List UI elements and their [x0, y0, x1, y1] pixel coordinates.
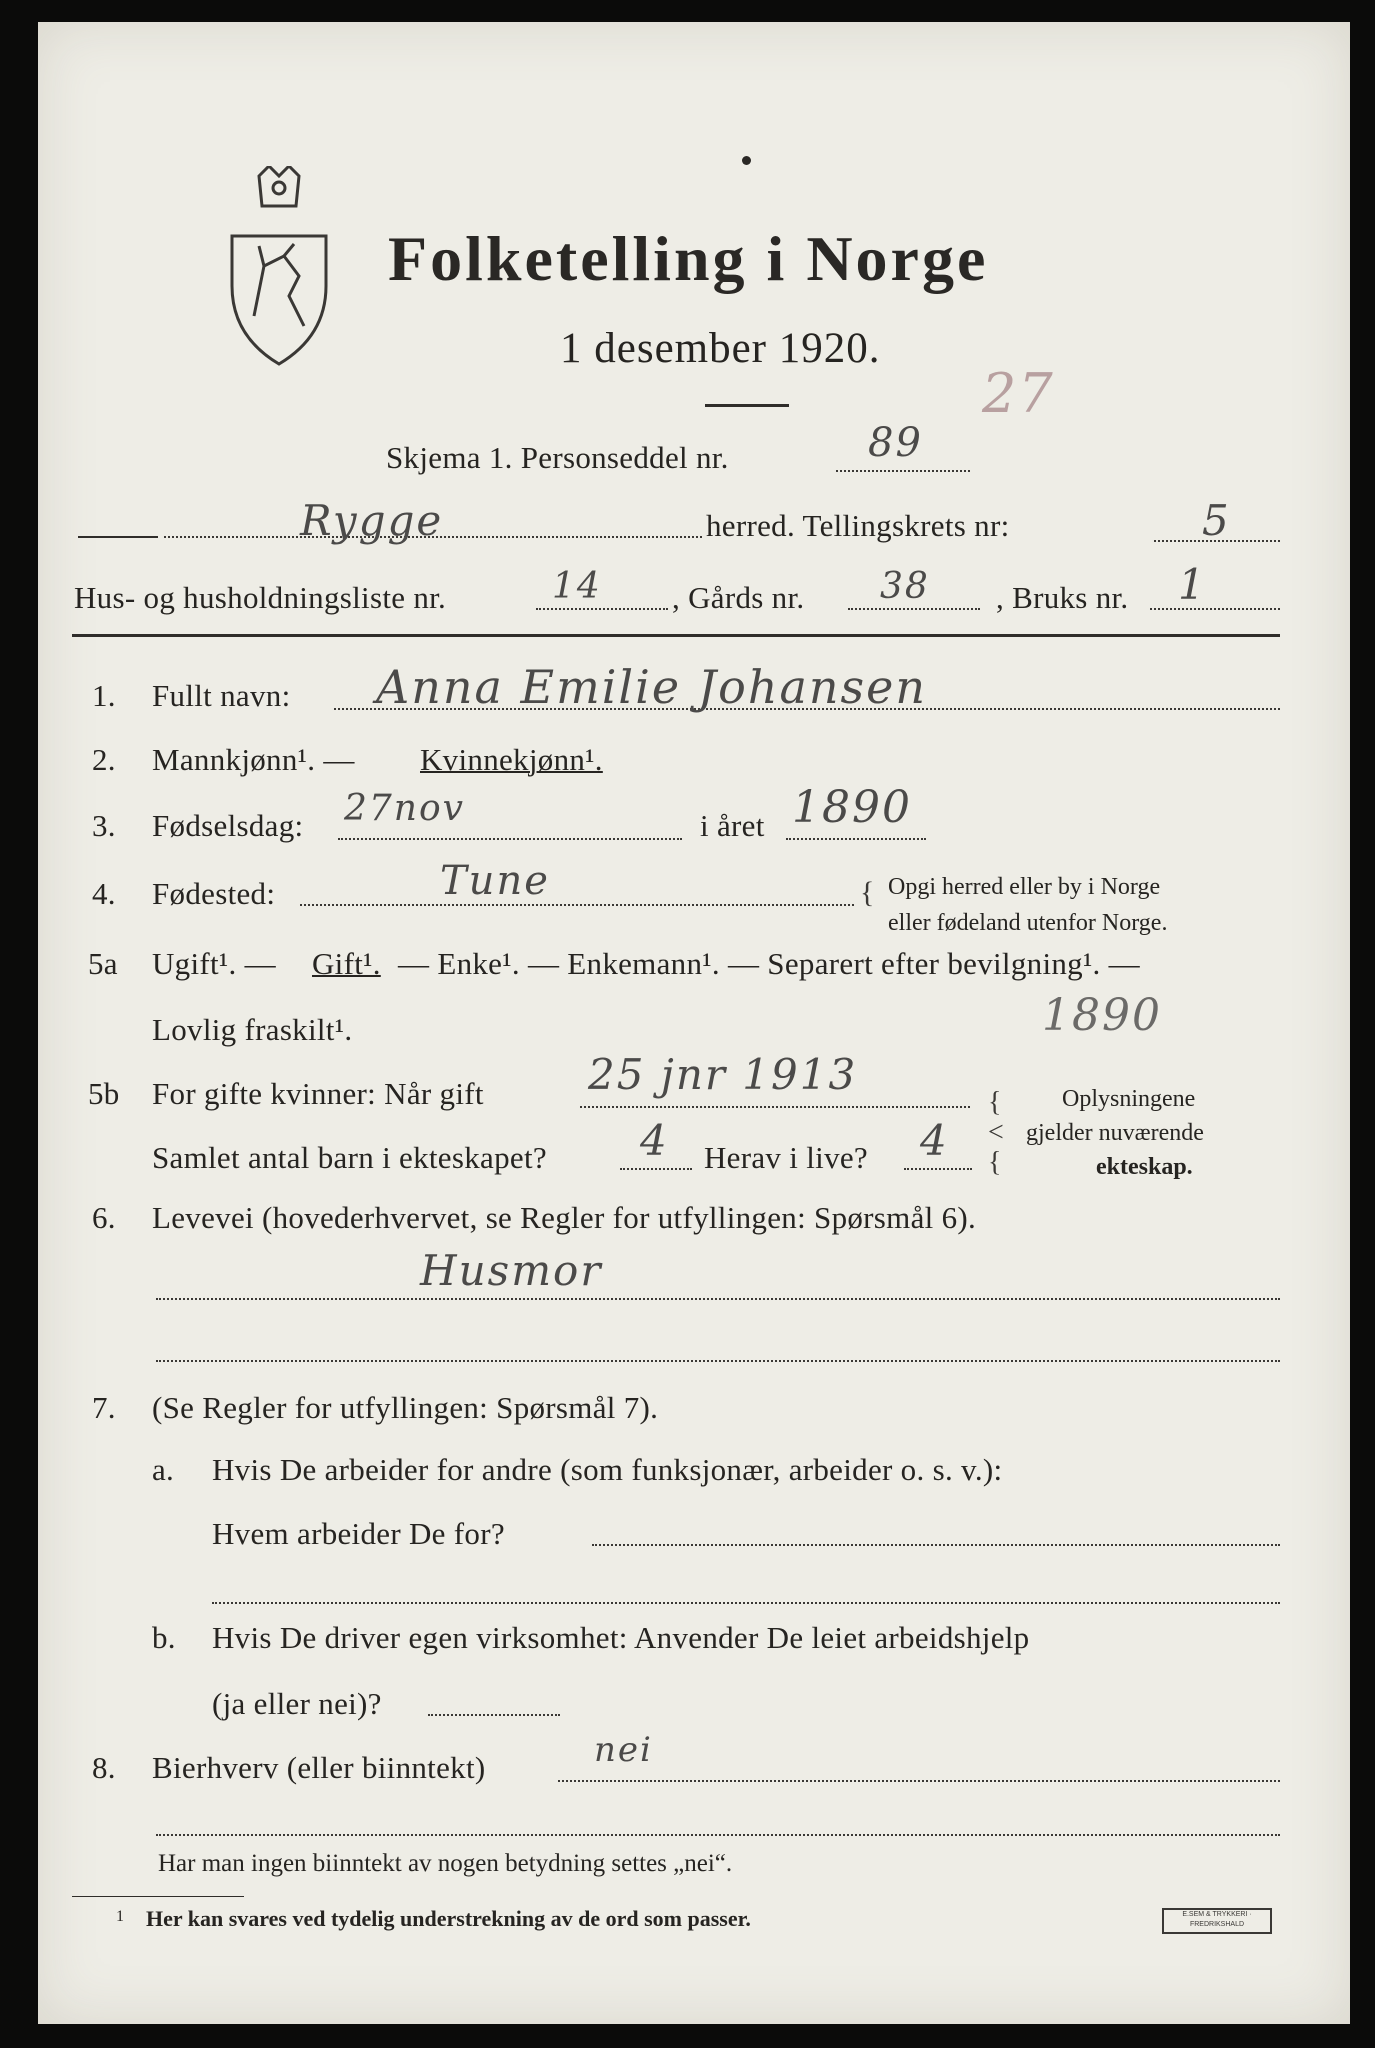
- occupation-value: Husmor: [420, 1246, 603, 1295]
- children-field-line: [620, 1168, 692, 1170]
- question-1-label: Fullt navn:: [152, 678, 291, 713]
- personseddel-field-line: [836, 470, 970, 472]
- ink-dot: [742, 156, 751, 165]
- page-title: Folketelling i Norge: [388, 223, 989, 294]
- occupation-field-line-1: [156, 1298, 1280, 1300]
- question-5a-number: 5a: [88, 946, 118, 981]
- side-income-field-line-2: [156, 1834, 1280, 1836]
- header-divider: [72, 634, 1280, 637]
- alive-label: Herav i live?: [704, 1140, 868, 1175]
- tellingskrets-number: 5: [1202, 496, 1231, 545]
- married-date-field-line: [580, 1106, 970, 1108]
- footnote-divider: [72, 1896, 244, 1897]
- married-date-value: 25 jnr 1913: [588, 1050, 858, 1099]
- printer-stamp: E.SEM & TRYKKERI · FREDRIKSHALD: [1162, 1908, 1272, 1934]
- footnote-mark: 1: [116, 1908, 124, 1925]
- question-8-number: 8.: [92, 1750, 116, 1785]
- gards-number: 38: [880, 566, 930, 607]
- hired-help-field-line: [428, 1714, 560, 1716]
- question-3-label: Fødselsdag:: [152, 808, 304, 843]
- gards-field-line: [848, 608, 980, 610]
- question-6-number: 6.: [92, 1200, 116, 1235]
- question-5b-label: For gifte kvinner: Når gift: [152, 1076, 484, 1111]
- birth-year-value: 1890: [792, 782, 912, 833]
- birth-year-field-line: [786, 838, 926, 840]
- margin-year-note: 1890: [1042, 990, 1162, 1041]
- hus-field-line: [536, 608, 668, 610]
- question-4-number: 4.: [92, 876, 116, 911]
- bruks-field-line: [1150, 608, 1280, 610]
- personseddel-number: 89: [868, 420, 923, 466]
- employer-field-line-2: [212, 1602, 1280, 1604]
- question-7a-letter: a.: [152, 1452, 175, 1487]
- coat-of-arms-icon: [224, 166, 334, 366]
- brace-mark: {: [860, 876, 875, 909]
- gards-label: , Gårds nr.: [672, 580, 805, 615]
- question-2-number: 2.: [92, 742, 116, 777]
- children-count: 4: [640, 1116, 669, 1165]
- marriage-note-1: Oplysningene: [1062, 1086, 1196, 1112]
- question-6-label: Levevei (hovederhvervet, se Regler for utfyllingen: Spørsmål 6).: [152, 1200, 977, 1235]
- question-7b-yes-no-label: (ja eller nei)?: [212, 1686, 382, 1721]
- full-name-value: Anna Emilie Johansen: [376, 660, 927, 714]
- hus-number: 14: [552, 566, 602, 607]
- birthplace-field-line: [300, 904, 854, 906]
- marriage-note-3: ekteskap.: [1096, 1154, 1193, 1180]
- birthplace-note-1: Opgi herred eller by i Norge: [888, 874, 1161, 900]
- herred-label: herred. Tellingskrets nr:: [706, 508, 1010, 543]
- footer-note: Har man ingen biinntekt av nogen betydning settes „nei“.: [158, 1850, 733, 1877]
- status-divorced: Lovlig fraskilt¹.: [152, 1012, 353, 1047]
- question-7b-letter: b.: [152, 1620, 176, 1655]
- footnote-text: Her kan svares ved tydelig understrekning av de ord som passer.: [146, 1906, 751, 1931]
- bruks-label: , Bruks nr.: [996, 580, 1129, 615]
- birthday-field-line: [338, 838, 682, 840]
- question-2-male: Mannkjønn¹. —: [152, 742, 355, 777]
- question-7a-employer-label: Hvem arbeider De for?: [212, 1516, 505, 1551]
- bruks-number: 1: [1178, 560, 1207, 609]
- question-2-female-underlined: Kvinnekjønn¹.: [420, 742, 603, 777]
- status-unmarried: Ugift¹. —: [152, 946, 276, 981]
- brace-mark: { < {: [988, 1087, 1004, 1178]
- birthplace-value: Tune: [440, 858, 550, 904]
- question-1-number: 1.: [92, 678, 116, 713]
- hus-label: Hus- og husholdningsliste nr.: [74, 580, 447, 615]
- question-7b-label: Hvis De driver egen virksomhet: Anvender De leiet arbeidshjelp: [212, 1620, 1030, 1655]
- birth-year-label: i året: [700, 808, 765, 843]
- marriage-note-2: gjelder nuværende: [1026, 1120, 1204, 1146]
- question-4-label: Fødested:: [152, 876, 276, 911]
- question-7-number: 7.: [92, 1390, 116, 1425]
- herred-value: Rygge: [300, 496, 444, 545]
- children-label: Samlet antal barn i ekteskapet?: [152, 1140, 547, 1175]
- side-income-value: nei: [594, 1730, 653, 1770]
- birthplace-note-2: eller fødeland utenfor Norge.: [888, 910, 1168, 936]
- question-3-number: 3.: [92, 808, 116, 843]
- question-8-label: Bierhverv (eller biinntekt): [152, 1750, 486, 1785]
- status-other-options: — Enke¹. — Enkemann¹. — Separert efter bevilgning¹. —: [398, 946, 1140, 981]
- alive-count: 4: [920, 1116, 949, 1165]
- question-7-label: (Se Regler for utfyllingen: Spørsmål 7).: [152, 1390, 659, 1425]
- question-7a-label: Hvis De arbeider for andre (som funksjonær, arbeider o. s. v.):: [212, 1452, 1003, 1487]
- census-date: 1 desember 1920.: [560, 325, 881, 372]
- employer-field-line-1: [592, 1544, 1280, 1546]
- occupation-field-line-2: [156, 1360, 1280, 1362]
- question-5b-number: 5b: [88, 1076, 120, 1111]
- birthday-value: 27nov: [344, 788, 466, 829]
- status-married-underlined: Gift¹.: [312, 946, 381, 981]
- side-income-field-line: [558, 1780, 1280, 1782]
- pencil-mark: 27: [982, 362, 1055, 425]
- alive-field-line: [904, 1168, 972, 1170]
- title-divider: [705, 404, 789, 407]
- herred-lead-line: [78, 536, 158, 538]
- schema-label: Skjema 1. Personseddel nr.: [386, 440, 729, 475]
